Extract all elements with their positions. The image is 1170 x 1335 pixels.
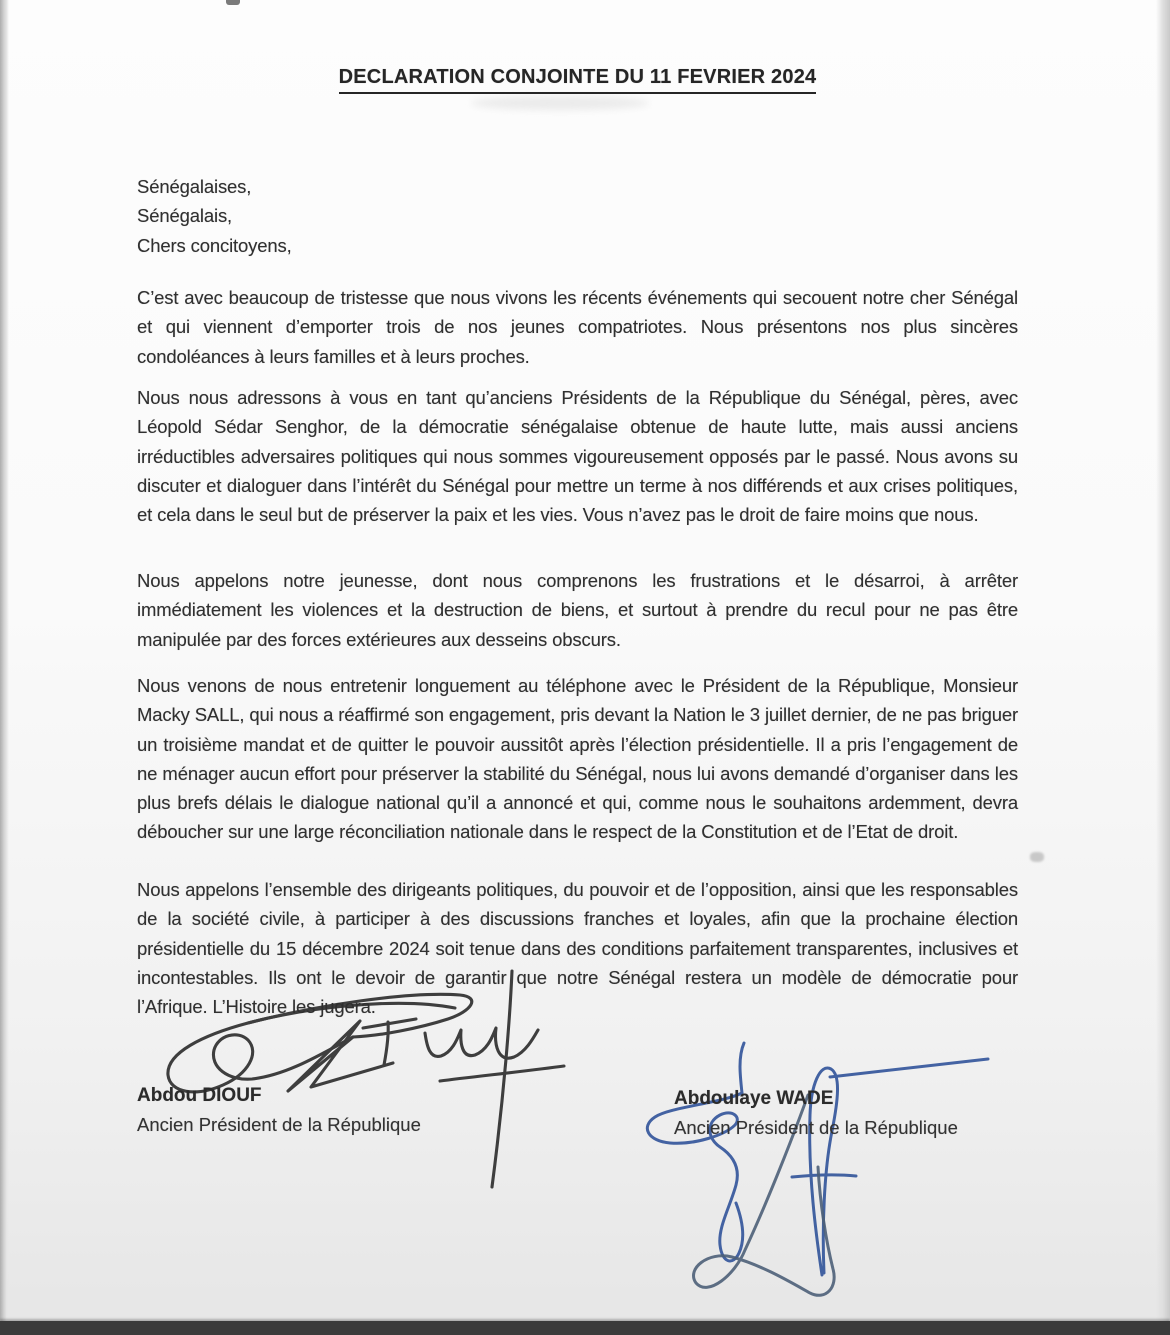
signatory-title-wade: Ancien Président de la République: [674, 1117, 958, 1138]
salutation-line: Sénégalaises,: [137, 176, 252, 197]
paragraph-macky-sall-call: Nous venons de nous entretenir longuement au téléphone avec le Président de la République, Monsieur Macky SALL, qui nous a réaffirmé son engagement, pris devant la Nation le 3 juillet dernier, de ne pas briguer un troisième mandat et de quitter le pouvoir aussitôt après l’élection présidentielle. Il a pris l’engagement de ne ménager aucun effort pour préserver la stabilité du Sénégal, nous lui avons demandé d’organiser dans les plus brefs délais le dialogue national qu’il a annoncé et qui, comme nous le souhaitons ardemment, devra déboucher sur une large réconciliation nationale dans le respect de la Constitution et de l’Etat de droit.: [137, 675, 1018, 843]
scan-artifact-smudge: [470, 96, 650, 110]
paragraph-former-presidents: Nous nous adressons à vous en tant qu’anciens Présidents de la République du Sénégal, pères, avec Léopold Sédar Senghor, de la démocratie sénégalaise obtenue de haute lutte, mais aussi anciens irréductibles adversaires politiques qui nous sommes vigoureusement opposés par le passé. Nous avons su discuter et dialoguer dans l’intérêt du Sénégal pour mettre un terme à nos différends et aux crises politiques, et cela dans le seul but de préserver la paix et les vies. Vous n’avez pas le droit de faire moins que nous.: [137, 387, 1018, 526]
scan-right-edge: [1156, 0, 1170, 1335]
paragraph-election-appeal: Nous appelons l’ensemble des dirigeants politiques, du pouvoir et de l’opposition, ainsi que les responsables de la société civile, à participer à des discussions franches et loyales, afin que la prochaine élection présidentielle du 15 décembre 2024 soit tenue dans des conditions parfaitement transparentes, inclusives et incontestables. Ils ont le devoir de garantir que notre Sénégal restera un modèle de démocratie pour l’Afrique. L’Histoire les jugera.: [137, 879, 1018, 1018]
signatory-name-wade: Abdoulaye WADE: [674, 1088, 834, 1109]
signatory-title-diouf: Ancien Président de la République: [137, 1114, 421, 1135]
salutation-line: Chers concitoyens,: [137, 234, 292, 256]
declaration-title: DECLARATION CONJOINTE DU 11 FEVRIER 2024: [137, 66, 1018, 94]
signatory-name-diouf: Abdou DIOUF: [137, 1085, 262, 1106]
salutation-line: Sénégalais,: [137, 205, 233, 227]
salutation-block: [137, 172, 1018, 260]
scan-bottom-bar: [0, 1321, 1170, 1335]
paragraph-condolences: C’est avec beaucoup de tristesse que nous vivons les récents événements qui secouent notre cher Sénégal et qui viennent d’emporter trois de nos jeunes compatriotes. Nous présentons nos plus sincères condoléances à leurs familles et à leurs proches.: [137, 287, 1018, 367]
wade-signature-image: [640, 1035, 1010, 1310]
paragraph-youth-appeal: Nous appelons notre jeunesse, dont nous comprenons les frustrations et le désarroi, à arrêter immédiatement les violences et la destruction de biens, et surtout à prendre du recul pour ne pas être manipulée par des forces extérieures aux desseins obscurs.: [137, 570, 1018, 650]
scan-left-edge: [0, 0, 9, 1335]
scan-artifact-speck: [226, 0, 240, 5]
scan-artifact-smudge: [1030, 852, 1044, 862]
